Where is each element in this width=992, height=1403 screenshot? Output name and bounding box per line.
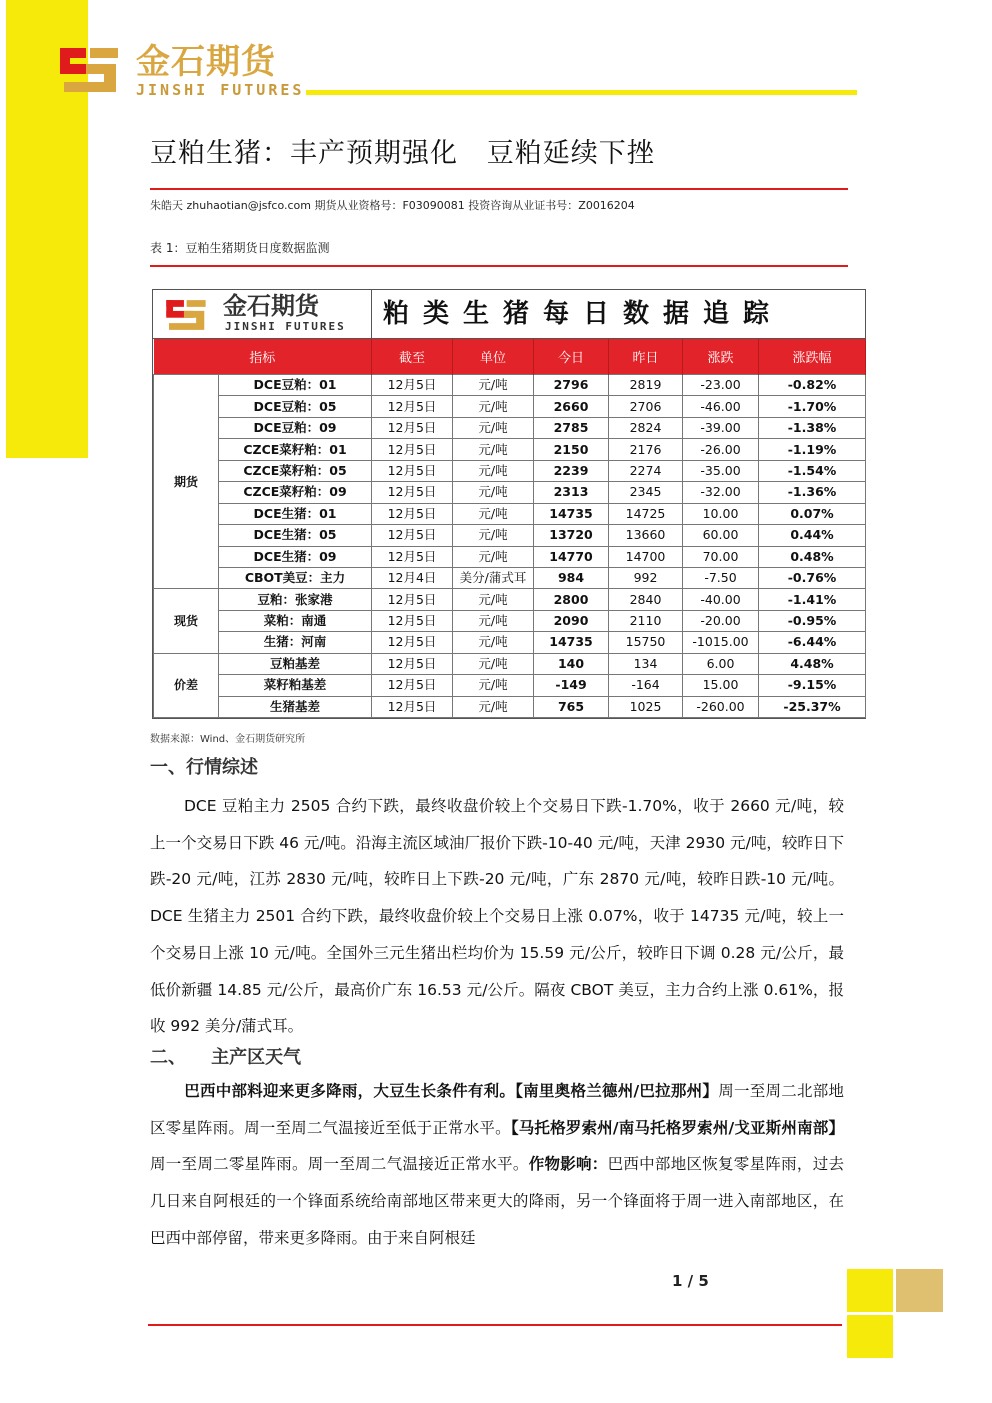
table-cell: DCE生猪：09 (219, 546, 372, 567)
table-cell: 2274 (609, 460, 683, 481)
footer-divider (148, 1324, 842, 1326)
market-summary-text: DCE 豆粕主力 2505 合约下跌，最终收盘价较上个交易日下跌-1.70%，收于 2660 元/吨，较上一个交易日下跌 46 元/吨。沿海主流区域油厂报价下跌-10-40 元/吨，天津 2930 元/吨，较昨日下跌-20 元/吨，江苏 2830 元/吨，较昨日上下跌-20 元/吨，广东 2870 元/吨，较昨日跌-10 元/吨。DCE 生猪主力 2501 合约下跌，最终收盘价较上个交易日上涨 0.07%，收于 14735 元/吨，较上一个交易日上涨 10 元/吨。全国外三元生猪出栏均价为 15.59 元/公斤，较昨日下调 0.28 元/公斤，最低价新疆 14.85 元/公斤，最高价广东 16.53 元/公斤。隔夜 CBOT 美豆，主力合约上涨 0.61%，报收 992 美分/蒲式耳。 (150, 797, 844, 1036)
table-cell: 2800 (534, 589, 609, 610)
table-row (154, 546, 866, 567)
table-row (154, 417, 866, 438)
table-cell: 12月5日 (372, 439, 453, 460)
table-cell: -25.37% (759, 696, 866, 717)
table-cell: 2090 (534, 610, 609, 631)
table-cell: 140 (534, 653, 609, 674)
table-cell: 10.00 (683, 503, 759, 524)
table-cell: -39.00 (683, 417, 759, 438)
weather-text-1: 周一至周二北部地区零星阵雨。周一至周二气温接近至低于正常水平。 (150, 1082, 844, 1137)
table-logo-en: JINSHI FUTURES (225, 320, 346, 333)
footer-square-yellow-top (847, 1269, 893, 1312)
table-cell: 元/吨 (453, 396, 534, 417)
table-cell: -0.95% (759, 610, 866, 631)
table-cell: 12月5日 (372, 396, 453, 417)
table-body (154, 375, 866, 718)
table-cell: 2824 (609, 417, 683, 438)
table-cell: -26.00 (683, 439, 759, 460)
table-cell: 14735 (534, 503, 609, 524)
table-cell: 12月5日 (372, 482, 453, 503)
table-cell: 2796 (534, 375, 609, 396)
table-cell: -1.41% (759, 589, 866, 610)
table-cell: 元/吨 (453, 632, 534, 653)
market-summary-paragraph (150, 788, 844, 1045)
table-header-banner (153, 290, 865, 339)
table-cell: 2239 (534, 460, 609, 481)
table-row (154, 589, 866, 610)
table-cell: 元/吨 (453, 525, 534, 546)
table-cell: 2345 (609, 482, 683, 503)
table-cell: 12月4日 (372, 567, 453, 588)
table-cell: 元/吨 (453, 696, 534, 717)
table-cell: 15.00 (683, 675, 759, 696)
table-cell: 992 (609, 567, 683, 588)
table-cell: 元/吨 (453, 653, 534, 674)
table-cell: 2706 (609, 396, 683, 417)
title-divider (150, 188, 848, 190)
table-cell: 70.00 (683, 546, 759, 567)
table-cell: 60.00 (683, 525, 759, 546)
table-row (154, 632, 866, 653)
table-cell: 0.44% (759, 525, 866, 546)
table-cell: 12月5日 (372, 417, 453, 438)
author-line: 朱皓天 zhuhaotian@jsfco.com 期货从业资格号：F03090081 投资咨询从业证书号：Z0016204 (150, 199, 635, 212)
table-cell: -32.00 (683, 482, 759, 503)
data-source: 数据来源：Wind、金石期货研究所 (150, 734, 306, 745)
table-cell: -20.00 (683, 610, 759, 631)
weather-text-3: 巴西中部地区恢复零星阵雨，过去几日来自阿根廷的一个锋面系统给南部地区带来更大的降雨，另一个锋面将于周一进入南部地区，在巴西中部停留，带来更多降雨。由于来自阿根廷 (150, 1155, 844, 1247)
table-cell: CZCE菜籽粕：09 (219, 482, 372, 503)
table-cell: 134 (609, 653, 683, 674)
table-cell: 元/吨 (453, 675, 534, 696)
table-row (154, 439, 866, 460)
table-cell: 2840 (609, 589, 683, 610)
column-header: 涨跌 (683, 339, 759, 375)
table-cell: 美分/蒲式耳 (453, 567, 534, 588)
footer-square-gold (896, 1269, 943, 1312)
table-cell: 元/吨 (453, 439, 534, 460)
table-cell: 0.07% (759, 503, 866, 524)
table-row (154, 653, 866, 674)
table-caption: 表 1：豆粕生猪期货日度数据监测 (150, 241, 330, 255)
table-cell: 生猪：河南 (219, 632, 372, 653)
table-cell: -35.00 (683, 460, 759, 481)
table-cell: -1015.00 (683, 632, 759, 653)
column-header: 涨跌幅 (759, 339, 866, 375)
table-cell: -40.00 (683, 589, 759, 610)
page-title: 豆粕生猪：丰产预期强化 豆粕延续下挫 (150, 138, 655, 169)
weather-bold-1: 巴西中部料迎来更多降雨，大豆生长条件有利。【南里奥格兰德州/巴拉那州】 (184, 1082, 719, 1100)
table-cell: 2660 (534, 396, 609, 417)
table-cell: 14770 (534, 546, 609, 567)
column-header: 单位 (453, 339, 534, 375)
page-number: 1 / 5 (672, 1272, 709, 1290)
jinshi-logo-icon (161, 296, 215, 334)
table-cell: DCE豆粕：01 (219, 375, 372, 396)
table-cell: 元/吨 (453, 546, 534, 567)
table-cell: 2176 (609, 439, 683, 460)
table-cell: 2785 (534, 417, 609, 438)
group-label: 现货 (154, 589, 219, 653)
table-cell: 12月5日 (372, 525, 453, 546)
table-row (154, 396, 866, 417)
table-cell: 12月5日 (372, 375, 453, 396)
table-cell: 13720 (534, 525, 609, 546)
group-label: 价差 (154, 653, 219, 717)
weather-paragraph (150, 1073, 844, 1257)
table-cell: 14725 (609, 503, 683, 524)
table-row (154, 567, 866, 588)
table-row (154, 482, 866, 503)
table-cell: -1.19% (759, 439, 866, 460)
table-cell: DCE豆粕：09 (219, 417, 372, 438)
data-table (152, 289, 866, 719)
footer-square-yellow-bottom (847, 1315, 893, 1358)
table-cell: 12月5日 (372, 460, 453, 481)
table-cell: 元/吨 (453, 610, 534, 631)
table-cell: CBOT美豆：主力 (219, 567, 372, 588)
table-row (154, 525, 866, 546)
table-cell: 2313 (534, 482, 609, 503)
table-cell: DCE生猪：01 (219, 503, 372, 524)
table-cell: 12月5日 (372, 546, 453, 567)
section-heading-weather: 二、 主产区天气 (150, 1047, 302, 1068)
table-cell: 元/吨 (453, 503, 534, 524)
table-cell: -9.15% (759, 675, 866, 696)
table-cell: 元/吨 (453, 417, 534, 438)
table-cell: DCE生猪：05 (219, 525, 372, 546)
table-cell: 菜籽粕基差 (219, 675, 372, 696)
table-row (154, 675, 866, 696)
table-cell: 元/吨 (453, 589, 534, 610)
table-cell: -1.70% (759, 396, 866, 417)
column-header: 截至 (372, 339, 453, 375)
table-cell: 4.48% (759, 653, 866, 674)
table-cell: 765 (534, 696, 609, 717)
table-logo-cn: 金石期货 (223, 292, 319, 320)
jinshi-logo-icon (56, 42, 128, 98)
table-cell: 菜粕：南通 (219, 610, 372, 631)
table-cell: 15750 (609, 632, 683, 653)
table-cell: -23.00 (683, 375, 759, 396)
table-cell: 元/吨 (453, 482, 534, 503)
table-cell: -0.82% (759, 375, 866, 396)
table-cell: 2819 (609, 375, 683, 396)
table-row (154, 460, 866, 481)
table-title: 粕类生猪每日数据追踪 (383, 299, 784, 329)
group-label: 期货 (154, 375, 219, 589)
table-cell: 生猪基差 (219, 696, 372, 717)
table-cell: 豆粕基差 (219, 653, 372, 674)
section-heading-market-summary: 一、行情综述 (150, 757, 258, 778)
table-cell: 12月5日 (372, 632, 453, 653)
table-cell: -1.54% (759, 460, 866, 481)
caption-divider (150, 265, 848, 267)
table-cell: 12月5日 (372, 653, 453, 674)
table-cell: -1.36% (759, 482, 866, 503)
table-cell: 14700 (609, 546, 683, 567)
column-header: 指标 (154, 339, 372, 375)
column-header: 昨日 (609, 339, 683, 375)
weather-bold-2: 【马托格罗索州/南马托格罗索州/戈亚斯州南部】 (510, 1118, 844, 1137)
table-cell: -6.44% (759, 632, 866, 653)
table-cell: 2150 (534, 439, 609, 460)
table-cell: CZCE菜籽粕：01 (219, 439, 372, 460)
table-cell: 6.00 (683, 653, 759, 674)
table-cell: 2110 (609, 610, 683, 631)
table-cell: -46.00 (683, 396, 759, 417)
table-row (154, 696, 866, 717)
table-cell: DCE豆粕：05 (219, 396, 372, 417)
table-cell: 12月5日 (372, 610, 453, 631)
header-yellow-line (306, 90, 857, 95)
table-row (154, 503, 866, 524)
table-cell: 元/吨 (453, 460, 534, 481)
table-row (154, 375, 866, 396)
table-cell: -0.76% (759, 567, 866, 588)
weather-text-2: 周一至周二零星阵雨。周一至周二气温接近正常水平。 (150, 1155, 529, 1174)
data-grid (153, 339, 866, 718)
table-cell: -1.38% (759, 417, 866, 438)
table-cell: -7.50 (683, 567, 759, 588)
table-cell: 元/吨 (453, 375, 534, 396)
table-cell: 豆粕：张家港 (219, 589, 372, 610)
column-header: 今日 (534, 339, 609, 375)
table-cell: 0.48% (759, 546, 866, 567)
table-row (154, 610, 866, 631)
table-cell: 1025 (609, 696, 683, 717)
table-cell: -164 (609, 675, 683, 696)
table-cell: -149 (534, 675, 609, 696)
table-cell: 12月5日 (372, 696, 453, 717)
table-cell: 14735 (534, 632, 609, 653)
table-cell: 12月5日 (372, 503, 453, 524)
logo-text-cn: 金石期货 (136, 42, 276, 82)
table-cell: CZCE菜籽粕：05 (219, 460, 372, 481)
table-cell: 12月5日 (372, 675, 453, 696)
company-logo (56, 42, 306, 100)
table-logo (153, 290, 372, 338)
table-cell: -260.00 (683, 696, 759, 717)
logo-text-en: JINSHI FUTURES (136, 81, 305, 99)
table-cell: 13660 (609, 525, 683, 546)
table-cell: 12月5日 (372, 589, 453, 610)
weather-bold-3: 作物影响： (528, 1155, 608, 1174)
column-header-row (154, 339, 866, 375)
table-cell: 984 (534, 567, 609, 588)
